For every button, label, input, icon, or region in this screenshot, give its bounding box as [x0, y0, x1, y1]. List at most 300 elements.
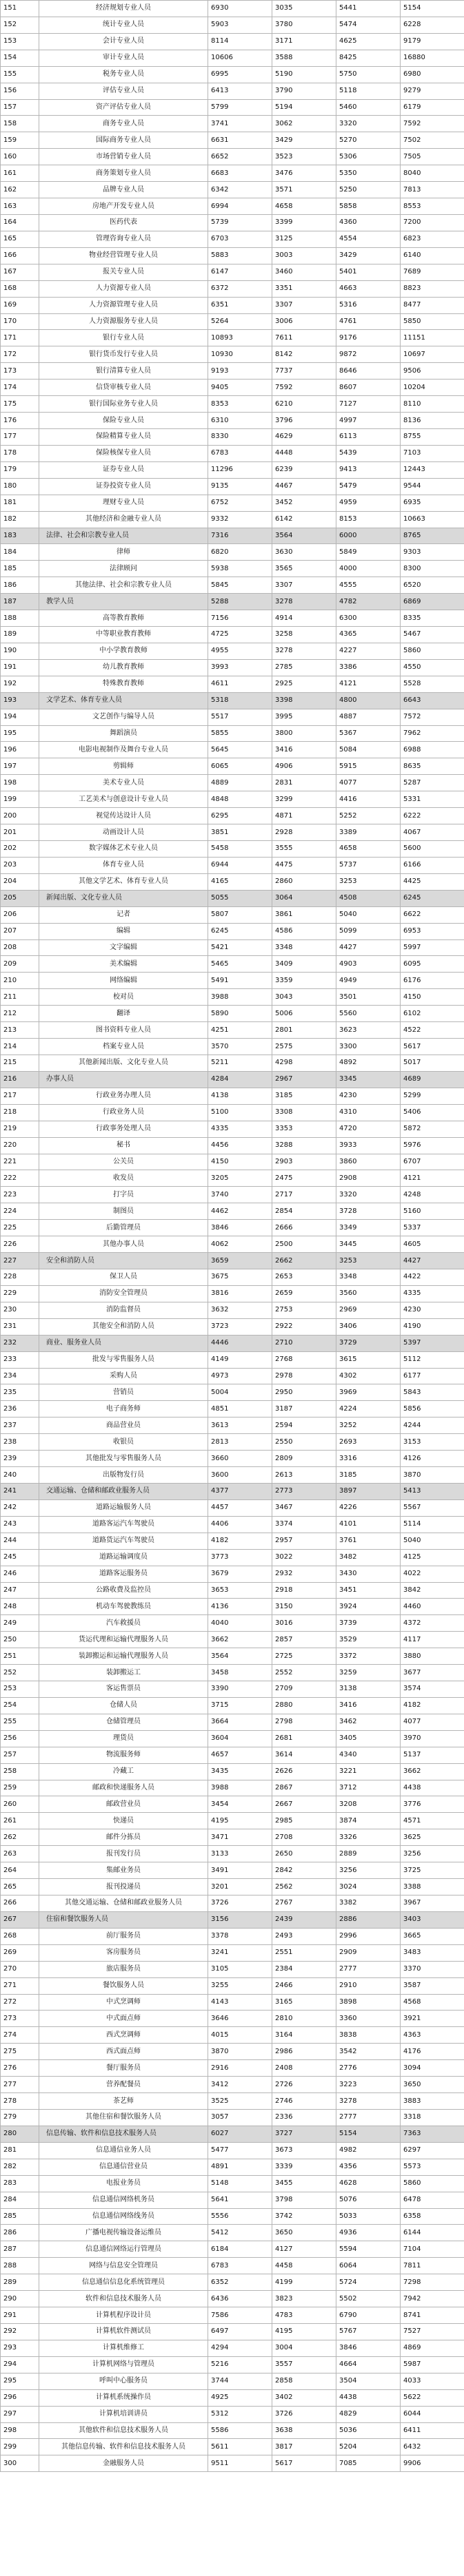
value-cell-4: 3256 [401, 1846, 464, 1862]
value-cell-1: 3723 [208, 1318, 272, 1335]
value-cell-1: 4891 [208, 2159, 272, 2175]
value-cell-3: 3024 [336, 1879, 401, 1895]
value-cell-2: 2551 [272, 1944, 336, 1961]
value-cell-1: 6703 [208, 231, 272, 247]
value-cell-3: 4340 [336, 1747, 401, 1763]
value-cell-1: 4136 [208, 1599, 272, 1615]
occupation-name: 保险核保专业人员 [39, 445, 208, 461]
value-cell-2: 2918 [272, 1582, 336, 1599]
value-cell-1: 6372 [208, 280, 272, 297]
table-row [1, 1977, 464, 1994]
row-index: 154 [1, 50, 39, 66]
value-cell-1: 4611 [208, 676, 272, 692]
table-section-row [1, 1483, 464, 1499]
value-cell-2: 3278 [272, 594, 336, 610]
value-cell-3: 5724 [336, 2274, 401, 2291]
value-cell-3: 3504 [336, 2373, 401, 2389]
row-index: 173 [1, 363, 39, 380]
value-cell-3: 4077 [336, 775, 401, 791]
value-cell-1: 5148 [208, 2175, 272, 2192]
value-cell-3: 5401 [336, 264, 401, 280]
value-cell-3: 3501 [336, 989, 401, 1006]
row-index: 259 [1, 1780, 39, 1796]
row-index: 296 [1, 2389, 39, 2406]
value-cell-4: 4460 [401, 1599, 464, 1615]
table-row [1, 1763, 464, 1780]
table-row [1, 2093, 464, 2110]
occupation-name: 证券投资专业人员 [39, 478, 208, 495]
value-cell-1: 6027 [208, 2126, 272, 2142]
table-row [1, 1499, 464, 1516]
value-cell-1: 4062 [208, 1236, 272, 1253]
row-index: 188 [1, 610, 39, 627]
table-row [1, 1417, 464, 1434]
occupation-name: 邮件分拣员 [39, 1829, 208, 1846]
table-section-row [1, 1253, 464, 1269]
value-cell-3: 5915 [336, 758, 401, 775]
table-row [1, 2307, 464, 2324]
value-cell-4: 3883 [401, 2093, 464, 2110]
occupation-name: 校对员 [39, 989, 208, 1006]
table-row [1, 1549, 464, 1566]
row-index: 226 [1, 1236, 39, 1253]
value-cell-4: 4190 [401, 1318, 464, 1335]
table-row [1, 1780, 464, 1796]
value-cell-3: 4101 [336, 1516, 401, 1533]
value-cell-4: 4230 [401, 1302, 464, 1318]
occupation-name: 其他住宿和餐饮服务人员 [39, 2110, 208, 2126]
value-cell-1: 3741 [208, 116, 272, 132]
occupation-name: 行政业务人员 [39, 1104, 208, 1121]
table-row [1, 989, 464, 1006]
table-row [1, 2389, 464, 2406]
table-row [1, 413, 464, 429]
row-index: 276 [1, 2060, 39, 2077]
value-cell-1: 4657 [208, 1747, 272, 1763]
value-cell-1: 4150 [208, 1154, 272, 1170]
occupation-name: 安全和消防人员 [39, 1253, 208, 1269]
row-index: 256 [1, 1730, 39, 1747]
value-cell-1: 4955 [208, 643, 272, 659]
row-index: 290 [1, 2291, 39, 2307]
occupation-name: 其他文学艺术、体育专业人员 [39, 873, 208, 890]
value-cell-4: 4126 [401, 1451, 464, 1467]
row-index: 230 [1, 1302, 39, 1318]
value-cell-2: 2860 [272, 873, 336, 890]
table-row [1, 396, 464, 413]
occupation-name: 幼儿教育教师 [39, 659, 208, 676]
value-cell-3: 2908 [336, 1170, 401, 1187]
occupation-name: 后勤管理员 [39, 1220, 208, 1236]
occupation-name: 收发员 [39, 1170, 208, 1187]
value-cell-2: 7737 [272, 363, 336, 380]
value-cell-4: 4427 [401, 1253, 464, 1269]
value-cell-3: 5502 [336, 2291, 401, 2307]
value-cell-1: 10930 [208, 346, 272, 363]
value-cell-2: 2768 [272, 1351, 336, 1368]
occupation-name: 数字媒体艺术专业人员 [39, 841, 208, 858]
table-row [1, 1, 464, 17]
occupation-name: 其他交通运输、仓储和邮政业服务人员 [39, 1895, 208, 1912]
value-cell-3: 6064 [336, 2258, 401, 2274]
occupation-name: 其他批发与零售服务人员 [39, 1451, 208, 1467]
row-index: 204 [1, 873, 39, 890]
value-cell-1: 6245 [208, 923, 272, 939]
value-cell-4: 6953 [401, 923, 464, 939]
occupation-name: 仓储管理员 [39, 1714, 208, 1730]
table-row [1, 659, 464, 676]
value-cell-2: 4658 [272, 198, 336, 215]
value-cell-4: 6297 [401, 2142, 464, 2159]
value-cell-3: 5460 [336, 99, 401, 116]
occupation-name: 证券专业人员 [39, 461, 208, 478]
table-row [1, 2175, 464, 2192]
table-row [1, 1203, 464, 1220]
row-index: 262 [1, 1829, 39, 1846]
value-cell-4: 4022 [401, 1566, 464, 1582]
occupation-name: 中式烹调师 [39, 1994, 208, 2011]
occupation-name: 收银员 [39, 1434, 208, 1451]
row-index: 244 [1, 1533, 39, 1549]
value-cell-2: 3022 [272, 1549, 336, 1566]
table-row [1, 214, 464, 231]
value-cell-2: 3790 [272, 83, 336, 99]
table-row [1, 2291, 464, 2307]
occupation-name: 图书资料专业人员 [39, 1022, 208, 1039]
value-cell-1: 5477 [208, 2142, 272, 2159]
table-row [1, 1121, 464, 1137]
row-index: 288 [1, 2258, 39, 2274]
value-cell-2: 3278 [272, 643, 336, 659]
row-index: 289 [1, 2274, 39, 2291]
value-cell-4: 8741 [401, 2307, 464, 2324]
value-cell-2: 2667 [272, 1796, 336, 1813]
value-cell-2: 3429 [272, 132, 336, 149]
value-cell-4: 5987 [401, 2356, 464, 2373]
value-cell-3: 4936 [336, 2225, 401, 2241]
value-cell-2: 3062 [272, 116, 336, 132]
row-index: 207 [1, 923, 39, 939]
row-index: 190 [1, 643, 39, 659]
table-row [1, 923, 464, 939]
value-cell-3: 6790 [336, 2307, 401, 2324]
occupation-name: 资产评估专业人员 [39, 99, 208, 116]
occupation-name: 中式面点师 [39, 2011, 208, 2027]
table-row [1, 1022, 464, 1039]
occupation-name: 银行清算专业人员 [39, 363, 208, 380]
value-cell-1: 5412 [208, 2225, 272, 2241]
occupation-name: 软件和信息技术服务人员 [39, 2291, 208, 2307]
table-row [1, 1730, 464, 1747]
value-cell-2: 3035 [272, 1, 336, 17]
value-cell-2: 2466 [272, 1977, 336, 1994]
occupation-name: 装卸搬运工 [39, 1665, 208, 1681]
table-row [1, 182, 464, 198]
value-cell-2: 2831 [272, 775, 336, 791]
occupation-name: 其他安全和消防人员 [39, 1318, 208, 1335]
value-cell-3: 5316 [336, 297, 401, 313]
value-cell-3: 3728 [336, 1203, 401, 1220]
table-section-row [1, 528, 464, 544]
table-row [1, 17, 464, 33]
row-index: 248 [1, 1599, 39, 1615]
value-cell-1: 10606 [208, 50, 272, 66]
table-row [1, 1813, 464, 1829]
value-cell-3: 5594 [336, 2241, 401, 2258]
value-cell-3: 3482 [336, 1549, 401, 1566]
value-cell-1: 3675 [208, 1269, 272, 1285]
occupation-name: 信息通信网络线务员 [39, 2208, 208, 2225]
value-cell-4: 6177 [401, 1368, 464, 1384]
value-cell-1: 5288 [208, 594, 272, 610]
table-row [1, 561, 464, 577]
row-index: 203 [1, 857, 39, 873]
row-index: 221 [1, 1154, 39, 1170]
value-cell-3: 3860 [336, 1154, 401, 1170]
value-cell-4: 8755 [401, 428, 464, 445]
value-cell-4: 3483 [401, 1944, 464, 1961]
value-cell-3: 3259 [336, 1665, 401, 1681]
row-index: 159 [1, 132, 39, 149]
table-row [1, 198, 464, 215]
value-cell-1: 5739 [208, 214, 272, 231]
value-cell-3: 8607 [336, 380, 401, 396]
table-row [1, 2225, 464, 2241]
value-cell-2: 3185 [272, 1088, 336, 1104]
value-cell-1: 3851 [208, 824, 272, 841]
occupation-name: 住宿和餐饮服务人员 [39, 1911, 208, 1928]
table-row [1, 2011, 464, 2027]
value-cell-2: 2767 [272, 1895, 336, 1912]
value-cell-4: 4422 [401, 1269, 464, 1285]
value-cell-2: 2626 [272, 1763, 336, 1780]
row-index: 175 [1, 396, 39, 413]
value-cell-1: 5491 [208, 973, 272, 989]
occupation-name: 道路运输调度员 [39, 1549, 208, 1566]
row-index: 293 [1, 2340, 39, 2356]
value-cell-2: 3823 [272, 2291, 336, 2307]
row-index: 250 [1, 1632, 39, 1648]
row-index: 272 [1, 1994, 39, 2011]
row-index: 258 [1, 1763, 39, 1780]
row-index: 183 [1, 528, 39, 544]
value-cell-2: 2932 [272, 1566, 336, 1582]
value-cell-1: 7586 [208, 2307, 272, 2324]
table-row [1, 1451, 464, 1467]
value-cell-2: 3016 [272, 1615, 336, 1632]
row-index: 239 [1, 1451, 39, 1467]
row-index: 184 [1, 544, 39, 561]
occupation-name: 统计专业人员 [39, 17, 208, 33]
row-index: 181 [1, 495, 39, 511]
value-cell-4: 5112 [401, 1351, 464, 1368]
occupation-name: 信息通信营业员 [39, 2159, 208, 2175]
row-index: 254 [1, 1697, 39, 1714]
table-row [1, 873, 464, 890]
value-cell-3: 3529 [336, 1632, 401, 1648]
value-cell-3: 6000 [336, 528, 401, 544]
value-cell-4: 3665 [401, 1928, 464, 1944]
row-index: 201 [1, 824, 39, 841]
table-row [1, 1879, 464, 1895]
value-cell-2: 3307 [272, 297, 336, 313]
value-cell-2: 3588 [272, 50, 336, 66]
value-cell-2: 3817 [272, 2439, 336, 2455]
value-cell-1: 4015 [208, 2027, 272, 2044]
value-cell-4: 4067 [401, 824, 464, 841]
table-row [1, 709, 464, 725]
occupation-name: 电报业务员 [39, 2175, 208, 2192]
table-row [1, 1088, 464, 1104]
value-cell-3: 2777 [336, 1961, 401, 1977]
value-cell-1: 3255 [208, 1977, 272, 1994]
value-cell-3: 5154 [336, 2126, 401, 2142]
value-cell-4: 3370 [401, 1961, 464, 1977]
value-cell-4: 10697 [401, 346, 464, 363]
occupation-name: 制图员 [39, 1203, 208, 1220]
value-cell-4: 3094 [401, 2060, 464, 2077]
value-cell-3: 5076 [336, 2192, 401, 2208]
value-cell-2: 3555 [272, 841, 336, 858]
value-cell-2: 3043 [272, 989, 336, 1006]
value-cell-4: 4869 [401, 2340, 464, 2356]
value-cell-2: 2650 [272, 1846, 336, 1862]
value-cell-4: 8823 [401, 280, 464, 297]
occupation-name: 机动车驾驶教练员 [39, 1599, 208, 1615]
value-cell-2: 2384 [272, 1961, 336, 1977]
value-cell-3: 4628 [336, 2175, 401, 2192]
value-cell-3: 4982 [336, 2142, 401, 2159]
occupation-name: 理财专业人员 [39, 495, 208, 511]
value-cell-2: 2725 [272, 1648, 336, 1665]
occupation-name: 消防安全管理员 [39, 1285, 208, 1302]
value-cell-2: 3307 [272, 577, 336, 594]
occupation-name: 计算机软件测试员 [39, 2323, 208, 2340]
value-cell-2: 2925 [272, 676, 336, 692]
table-row [1, 1269, 464, 1285]
value-cell-2: 2785 [272, 659, 336, 676]
value-cell-2: 2867 [272, 1780, 336, 1796]
value-cell-2: 4475 [272, 857, 336, 873]
value-cell-1: 8353 [208, 396, 272, 413]
table-row [1, 247, 464, 264]
row-index: 261 [1, 1813, 39, 1829]
value-cell-2: 3416 [272, 742, 336, 758]
value-cell-3: 3615 [336, 1351, 401, 1368]
value-cell-3: 3729 [336, 1335, 401, 1351]
table-row [1, 627, 464, 643]
value-cell-3: 9872 [336, 346, 401, 363]
value-cell-2: 2773 [272, 1483, 336, 1499]
value-cell-1: 3525 [208, 2093, 272, 2110]
table-row [1, 33, 464, 50]
value-cell-2: 3299 [272, 791, 336, 808]
value-cell-2: 4586 [272, 923, 336, 939]
value-cell-2: 2928 [272, 824, 336, 841]
row-index: 223 [1, 1187, 39, 1203]
row-index: 265 [1, 1879, 39, 1895]
value-cell-2: 2801 [272, 1022, 336, 1039]
value-cell-2: 3727 [272, 2126, 336, 2142]
occupation-name: 客运售票员 [39, 1681, 208, 1698]
table-row [1, 478, 464, 495]
value-cell-4: 6432 [401, 2439, 464, 2455]
row-index: 210 [1, 973, 39, 989]
value-cell-3: 4121 [336, 676, 401, 692]
table-row [1, 2439, 464, 2455]
occupation-name: 餐饮服务人员 [39, 1977, 208, 1994]
occupation-name: 报刊投递员 [39, 1879, 208, 1895]
value-cell-3: 5033 [336, 2208, 401, 2225]
value-cell-3: 4892 [336, 1055, 401, 1072]
value-cell-4: 9179 [401, 33, 464, 50]
row-index: 194 [1, 709, 39, 725]
value-cell-1: 8330 [208, 428, 272, 445]
occupation-name: 广播电视传输设备运维员 [39, 2225, 208, 2241]
value-cell-2: 3288 [272, 1137, 336, 1154]
value-cell-3: 4761 [336, 313, 401, 330]
row-index: 295 [1, 2373, 39, 2389]
table-row [1, 1862, 464, 1879]
occupation-name: 商务策划专业人员 [39, 165, 208, 182]
value-cell-2: 3861 [272, 906, 336, 923]
value-cell-1: 5890 [208, 1006, 272, 1022]
value-cell-2: 3308 [272, 1104, 336, 1121]
row-index: 238 [1, 1434, 39, 1451]
value-cell-4: 4372 [401, 1615, 464, 1632]
value-cell-3: 3429 [336, 247, 401, 264]
occupation-name: 旅店服务员 [39, 1961, 208, 1977]
value-cell-4: 8110 [401, 396, 464, 413]
value-cell-3: 3838 [336, 2027, 401, 2044]
occupation-name: 集邮业务员 [39, 1862, 208, 1879]
occupation-name: 计算机维修工 [39, 2340, 208, 2356]
value-cell-4: 4182 [401, 1697, 464, 1714]
value-cell-3: 4903 [336, 956, 401, 973]
value-cell-2: 3995 [272, 709, 336, 725]
value-cell-4: 5860 [401, 2175, 464, 2192]
value-cell-1: 8114 [208, 33, 272, 50]
occupation-name: 货运代理和运输代理服务人员 [39, 1632, 208, 1648]
value-cell-1: 4138 [208, 1088, 272, 1104]
table-row [1, 643, 464, 659]
occupation-name: 银行国际业务专业人员 [39, 396, 208, 413]
value-cell-4: 5850 [401, 313, 464, 330]
value-cell-2: 3630 [272, 544, 336, 561]
value-cell-4: 4522 [401, 1022, 464, 1039]
value-cell-3: 6300 [336, 610, 401, 627]
value-cell-2: 2653 [272, 1269, 336, 1285]
table-row [1, 2455, 464, 2472]
occupation-name: 新闻出版、文化专业人员 [39, 890, 208, 906]
value-cell-4: 4425 [401, 873, 464, 890]
value-cell-2: 3726 [272, 2406, 336, 2422]
occupation-name: 汽车救援员 [39, 1615, 208, 1632]
row-index: 282 [1, 2159, 39, 2175]
value-cell-1: 6413 [208, 83, 272, 99]
table-row [1, 973, 464, 989]
value-cell-1: 6820 [208, 544, 272, 561]
occupation-name: 西式烹调师 [39, 2027, 208, 2044]
occupation-name: 道路货运汽车驾驶员 [39, 1533, 208, 1549]
value-cell-4: 9906 [401, 2455, 464, 2472]
occupation-name: 翻译 [39, 1006, 208, 1022]
value-cell-1: 6994 [208, 198, 272, 215]
value-cell-3: 4230 [336, 1088, 401, 1104]
occupation-name: 电影电视制作及舞台专业人员 [39, 742, 208, 758]
value-cell-4: 7505 [401, 149, 464, 165]
value-cell-4: 6245 [401, 890, 464, 906]
